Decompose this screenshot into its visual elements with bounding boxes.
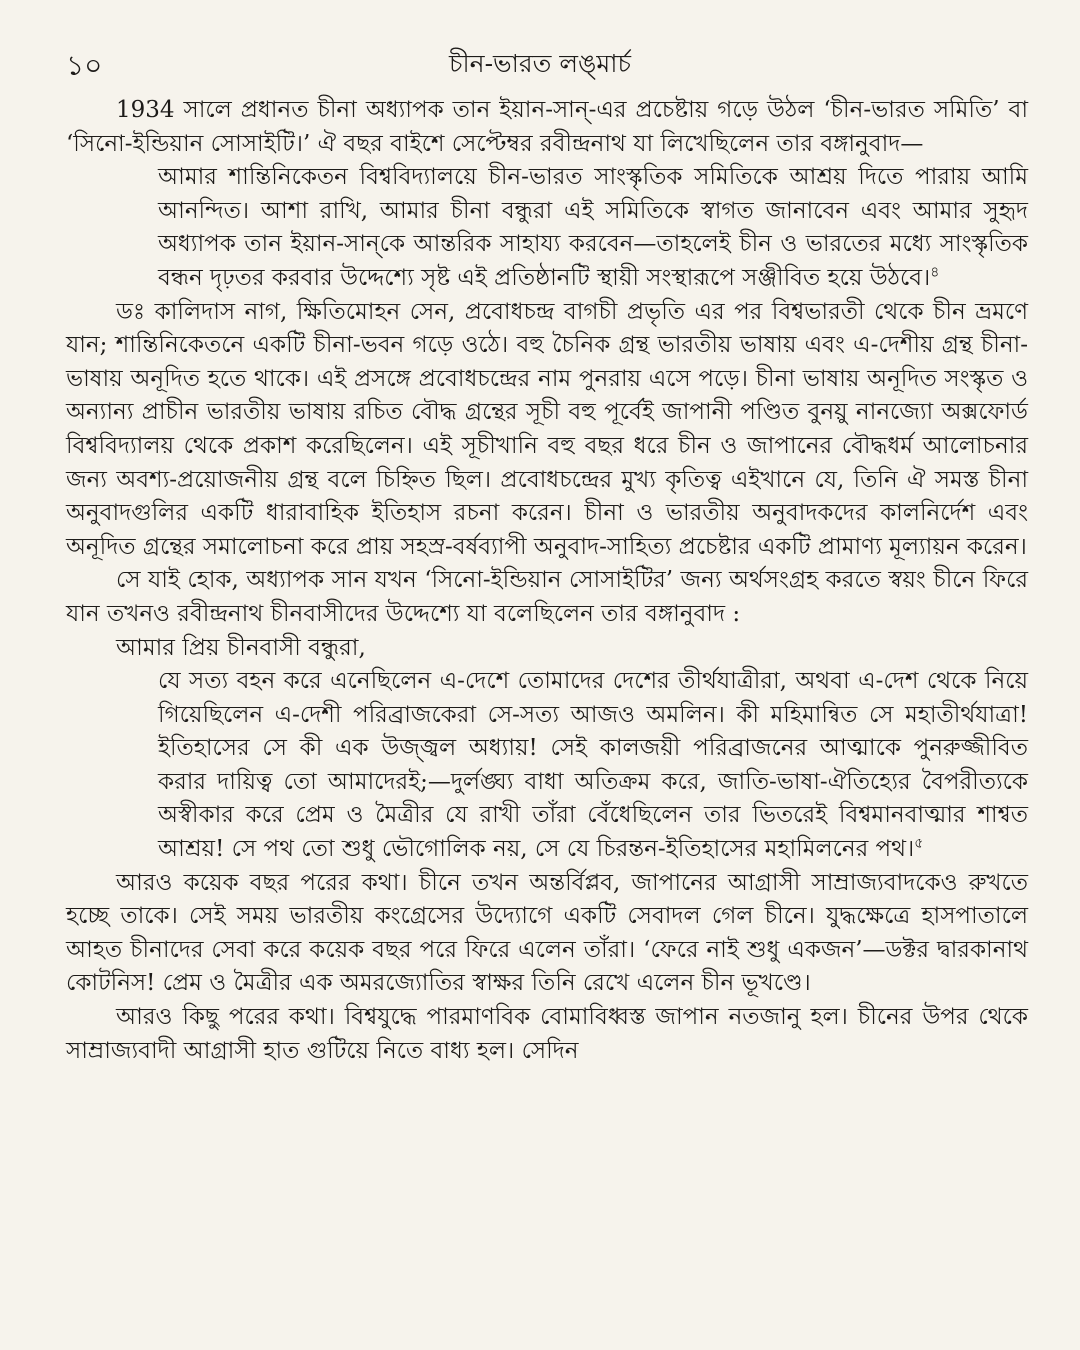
page-header	[0, 40, 1080, 80]
running-title: চীন-ভারত লঙ্‌মার্চ	[449, 49, 631, 78]
block-quote-2	[158, 665, 1028, 867]
paragraph-2: ডঃ কালিদাস নাগ, ক্ষিতিমোহন সেন, প্রবোধচন্দ্র বাগচী প্রভৃতি এর পর বিশ্বভারতী থেকে চীন ভ্রমণে যান; শান্তিনিকেতনে একটি চীনা-ভবন গড়ে ওঠে। বহু চৈনিক গ্রন্থ ভারতীয় ভাষায় এবং এ-দেশীয় গ্রন্থ চীনা-ভাষায় অনূদিত হতে থাকে। এই প্রসঙ্গে প্রবোধচন্দ্রের নাম পুনরায় এসে পড়ে। চীনা ভাষায় অনূদিত সংস্কৃত ও অন্যান্য প্রাচীন ভারতীয় ভাষায় রচিত বৌদ্ধ গ্রন্থের সূচী বহু পূর্বেই জাপানী পণ্ডিত বুনয়ু নানজ্যো অক্সফোর্ড বিশ্ববিদ্যালয় থেকে প্রকাশ করেছিলেন। এই সূচীখানি বহু বছর ধরে চীন ও জাপানের বৌদ্ধধর্ম আলোচনার জন্য অবশ্য-প্রয়োজনীয় গ্রন্থ বলে চিহ্নিত ছিল। প্রবোধচন্দ্রের মুখ্য কৃতিত্ব এইখানে যে, তিনি ঐ সমস্ত চীনা অনুবাদগুলির একটি ধারাবাহিক ইতিহাস রচনা করেন। চীনা ও ভারতীয় অনুবাদকদের কালনির্দেশ এবং অনূদিত গ্রন্থের সমালোচনা করে প্রায় সহস্র-বর্ষব্যাপী অনুবাদ-সাহিত্য প্রচেষ্টার একটি প্রামাণ্য মূল্যায়ন করেন।	[66, 298, 1028, 560]
paragraph-3: সে যাই হোক, অধ্যাপক সান যখন ‘সিনো-ইন্ডিয়ান সোসাইটির’ জন্য অর্থসংগ্রহ করতে স্বয়ং চীনে ফিরে যান তখনও রবীন্দ্রনাথ চীনবাসীদের উদ্দেশ্যে যা বলেছিলেন তার বঙ্গানুবাদ :	[66, 567, 1028, 627]
footnote-mark: ৪	[930, 264, 940, 281]
block-quote-1	[158, 161, 1028, 295]
paragraph-4: আরও কয়েক বছর পরের কথা। চীনে তখন অন্তর্বিপ্লব, জাপানের আগ্রাসী সাম্রাজ্যবাদকেও রুখতে হচ্ছে তাকে। সেই সময় ভারতীয় কংগ্রেসের উদ্যোগে একটি সেবাদল গেল চীনে। যুদ্ধক্ষেত্রে হাসপাতালে আহত চীনাদের সেবা করে কয়েক বছর পরে ফিরে এলেন তাঁরা। ‘ফেরে নাই শুধু একজন’—ডক্টর দ্বারকানাথ কোটনিস! প্রেম ও মৈত্রীর এক অমরজ্যোতির স্বাক্ষর তিনি রেখে এলেন চীন ভূখণ্ডে।	[66, 869, 1028, 997]
letter-salutation: আমার প্রিয় চীনবাসী বন্ধুরা,	[116, 634, 366, 661]
page-number: ১০	[66, 49, 103, 82]
body-text	[66, 94, 1028, 1068]
paragraph-1: 1934 সালে প্রধানত চীনা অধ্যাপক তান ইয়ান-সান্-এর প্রচেষ্টায় গড়ে উঠল ‘চীন-ভারত সমিতি’ বা ‘সিনো-ইন্ডিয়ান সোসাইটি।’ ঐ বছর বাইশে সেপ্টেম্বর রবীন্দ্রনাথ যা লিখেছিলেন তার বঙ্গানুবাদ—	[66, 97, 1028, 157]
quote-text: আমার শান্তিনিকেতন বিশ্ববিদ্যালয়ে চীন-ভারত সাংস্কৃতিক সমিতিকে আশ্রয় দিতে পারায় আমি আনন্দিত। আশা রাখি, আমার চীনা বন্ধুরা এই সমিতিকে স্বাগত জানাবেন এবং আমার সুহৃদ অধ্যাপক তান ইয়ান-সান্‌কে আন্তরিক সাহায্য করবেন—তাহলেই চীন ও ভারতের মধ্যে সাংস্কৃতিক বন্ধন দৃঢ়তর করবার উদ্দেশ্যে সৃষ্ট এই প্রতিষ্ঠানটি স্থায়ী সংস্থারূপে সঞ্জীবিত হয়ে উঠবে।	[158, 164, 1028, 291]
paragraph-5: আরও কিছু পরের কথা। বিশ্বযুদ্ধে পারমাণবিক বোমাবিধ্বস্ত জাপান নতজানু হল। চীনের উপর থেকে সাম্রাজ্যবাদী আগ্রাসী হাত গুটিয়ে নিতে বাধ্য হল। সেদিন	[66, 1004, 1028, 1064]
footnote-mark: ৫	[914, 835, 924, 852]
quote-text: যে সত্য বহন করে এনেছিলেন এ-দেশে তোমাদের দেশের তীর্থযাত্রীরা, অথবা এ-দেশ থেকে নিয়ে গিয়েছিলেন এ-দেশী পরিব্রাজকেরা সে-সত্য আজও অমলিন। কী মহিমান্বিত সে মহাতীর্থযাত্রা! ইতিহাসের সে কী এক উজ্জ্বল অধ্যায়! সেই কালজয়ী পরিব্রাজনের আত্মাকে পুনরুজ্জীবিত করার দায়িত্ব তো আমাদেরই;—দুর্লঙ্ঘ্য বাধা অতিক্রম করে, জাতি-ভাষা-ঐতিহ্যের বৈপরীত্যকে অস্বীকার করে প্রেম ও মৈত্রীর যে রাখী তাঁরা বেঁধেছিলেন তার ভিতরেই বিশ্বমানবাত্মার শাশ্বত আশ্রয়! সে পথ তো শুধু ভৌগোলিক নয়, সে যে চিরন্তন-ইতিহাসের মহামিলনের পথ।	[158, 668, 1028, 863]
